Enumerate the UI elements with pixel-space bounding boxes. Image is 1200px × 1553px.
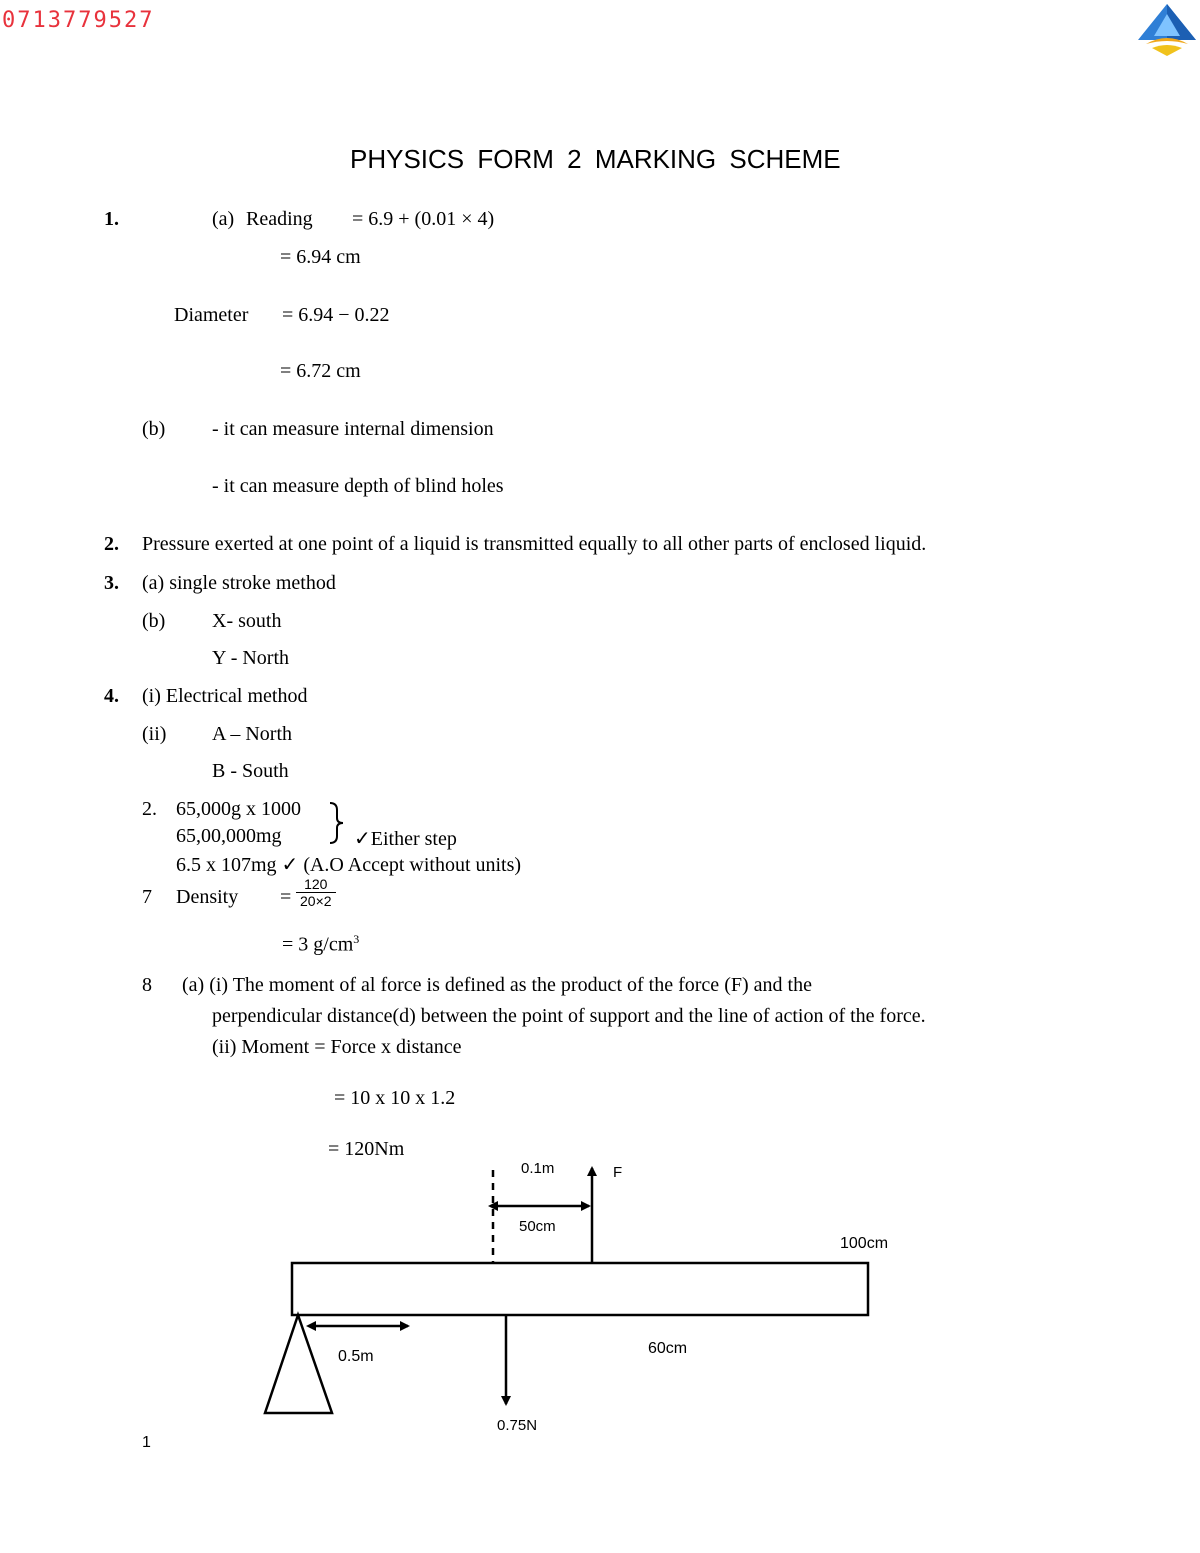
- pivot-triangle: [265, 1315, 332, 1413]
- q5-line-1: 65,000g x 1000: [176, 798, 301, 820]
- page-title: PHYSICS FORM 2 MARKING SCHEME: [350, 144, 841, 174]
- label-0-75n: 0.75N: [497, 1417, 538, 1434]
- q1-reading-label: Reading: [246, 208, 313, 230]
- q7-result-text: = 3 g/cm: [282, 933, 354, 956]
- q1-b-label: (b): [142, 418, 166, 440]
- q2-answer: Pressure exerted at one point of a liquid is transmitted equally to all other parts of enclosed liquid.: [142, 533, 927, 555]
- question-3-number: 3.: [104, 572, 119, 594]
- phone-number: 0713779527: [2, 8, 155, 33]
- question-5-number: 2.: [142, 798, 157, 820]
- q4-ii-answer-2: B - South: [212, 760, 289, 782]
- q8-calc-2: = 120Nm: [328, 1138, 405, 1160]
- q3-b-label: (b): [142, 610, 166, 632]
- q1-diameter-result: = 6.72 cm: [280, 360, 361, 382]
- label-60cm: 60cm: [648, 1340, 688, 1357]
- question-2-number: 2.: [104, 533, 119, 555]
- question-8-number: 8: [142, 974, 152, 996]
- q1-a-label: (a): [212, 208, 235, 230]
- label-0-5m: 0.5m: [338, 1348, 374, 1365]
- q8-a-i-definition-cont: perpendicular distance(d) between the point of support and the line of action of the force.: [212, 1005, 926, 1027]
- question-1-number: 1.: [104, 208, 119, 230]
- q1-reading-result: = 6.94 cm: [280, 246, 361, 268]
- q8-a-ii-formula: (ii) Moment = Force x distance: [212, 1036, 462, 1058]
- q5-line-2: 65,00,000mg: [176, 825, 282, 847]
- page-number: 1: [142, 1434, 151, 1451]
- q8-calc-1: = 10 x 10 x 1.2: [334, 1087, 456, 1109]
- q5-either-step-note: ✓Either step: [354, 828, 457, 850]
- label-100cm: 100cm: [840, 1235, 889, 1252]
- q3-b-answer-2: Y - North: [212, 647, 290, 669]
- q1-diameter-label: Diameter: [174, 304, 249, 326]
- label-0-1m: 0.1m: [521, 1160, 555, 1177]
- q7-numerator: 120: [296, 876, 336, 893]
- q3-a-answer: (a) single stroke method: [142, 572, 336, 594]
- q1-b-answer-2: - it can measure depth of blind holes: [212, 475, 504, 497]
- q8-a-i-definition: (a) (i) The moment of al force is defined as the product of the force (F) and the: [182, 974, 812, 996]
- q5-line-3: 6.5 x 107mg ✓ (A.O Accept without units): [176, 854, 522, 876]
- q4-i-answer: (i) Electrical method: [142, 685, 308, 707]
- q1-reading-expression: = 6.9 + (0.01 × 4): [352, 208, 495, 230]
- q3-b-answer-1: X- south: [212, 610, 282, 632]
- label-force-f: F: [613, 1164, 623, 1181]
- q7-density-label: Density: [176, 886, 239, 908]
- q1-diameter-expression: = 6.94 − 0.22: [282, 304, 390, 326]
- label-50cm: 50cm: [519, 1218, 556, 1235]
- q4-ii-label: (ii): [142, 723, 167, 745]
- q7-result-exponent: 3: [353, 932, 360, 946]
- q4-ii-answer-1: A – North: [212, 723, 292, 745]
- beam: [292, 1263, 868, 1315]
- q7-equals: =: [280, 886, 292, 908]
- question-7-number: 7: [142, 886, 152, 908]
- q1-b-answer-1: - it can measure internal dimension: [212, 418, 494, 440]
- question-4-number: 4.: [104, 685, 119, 707]
- q7-denominator: 20×2: [300, 893, 332, 909]
